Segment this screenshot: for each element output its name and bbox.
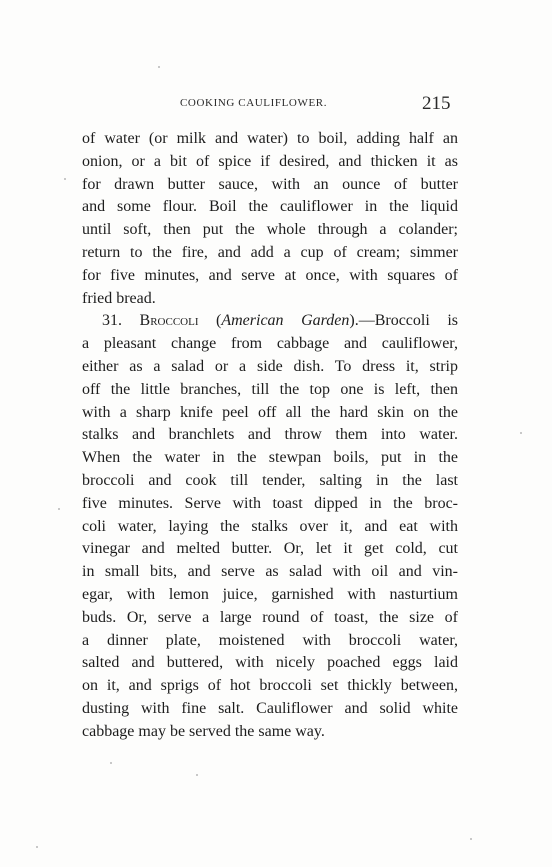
text-line: a pleasant change from cabbage and cauliflower,	[82, 335, 458, 353]
text-line: cabbage may be served the same way.	[82, 722, 325, 740]
paper-speck	[158, 66, 160, 68]
text-line: stalks and branchlets and throw them into water.	[82, 426, 458, 444]
text-line: a dinner plate, moistened with broccoli water,	[82, 631, 458, 649]
text-line: on it, and sprigs of hot broccoli set thickly between,	[82, 677, 458, 695]
paper-speck	[36, 846, 38, 848]
paper-speck	[470, 838, 472, 840]
text-line: with a sharp knife peel off all the hard skin on the	[82, 403, 458, 421]
recipe-title: Broccoli	[139, 312, 199, 330]
source-paren-open: (	[216, 312, 222, 330]
text-line: in small bits, and serve as salad with oil and vin-	[82, 563, 458, 581]
text-line: return to the fire, and add a cup of cream; simmer	[82, 243, 458, 261]
text-line: dusting with fine salt. Cauliflower and solid white	[82, 699, 458, 717]
text-line: of water (or milk and water) to boil, adding half an	[82, 130, 458, 147]
text-line: fried bread.	[82, 289, 156, 307]
recipe-source: American Garden	[221, 312, 350, 330]
source-paren-close: ).	[349, 312, 359, 330]
text-line: off the little branches, till the top one is left, then	[82, 380, 458, 398]
text-line: onion, or a bit of spice if desired, and thicken it as	[82, 152, 458, 170]
text-line: for five minutes, and serve at once, with squares of	[82, 266, 458, 284]
text-line: When the water in the stewpan boils, put in the	[82, 449, 458, 467]
paper-speck	[58, 508, 60, 510]
text-line: until soft, then put the whole through a colander;	[82, 221, 458, 239]
paper-speck	[110, 762, 112, 764]
text-line: broccoli and cook till tender, salting in the last	[82, 471, 458, 489]
page-number: 215	[422, 93, 451, 114]
recipe-heading-line	[82, 310, 458, 333]
text-line: either as a salad or a side dish. To dress it, strip	[82, 357, 458, 375]
recipe-number: 31.	[102, 312, 122, 330]
paper-speck	[64, 178, 66, 180]
text-line: five minutes. Serve with toast dipped in the broc-	[82, 494, 458, 512]
running-title: COOKING CAULIFLOWER.	[180, 97, 328, 109]
text-line: vinegar and melted butter. Or, let it get cold, cut	[82, 540, 458, 558]
text-line: egar, with lemon juice, garnished with nasturtium	[82, 585, 458, 603]
running-head	[0, 93, 552, 115]
text-line: coli water, laying the stalks over it, and eat with	[82, 517, 458, 535]
text-line: buds. Or, serve a large round of toast, the size of	[82, 608, 458, 626]
paper-speck	[196, 774, 198, 776]
paper-speck	[520, 432, 522, 434]
body-text	[82, 128, 458, 744]
text-line: for drawn butter sauce, with an ounce of butter	[82, 175, 458, 193]
heading-line-rest: —Broccoli is	[358, 312, 458, 330]
text-line: salted and buttered, with nicely poached eggs laid	[82, 654, 458, 672]
text-line: and some flour. Boil the cauliflower in the liquid	[82, 198, 458, 216]
